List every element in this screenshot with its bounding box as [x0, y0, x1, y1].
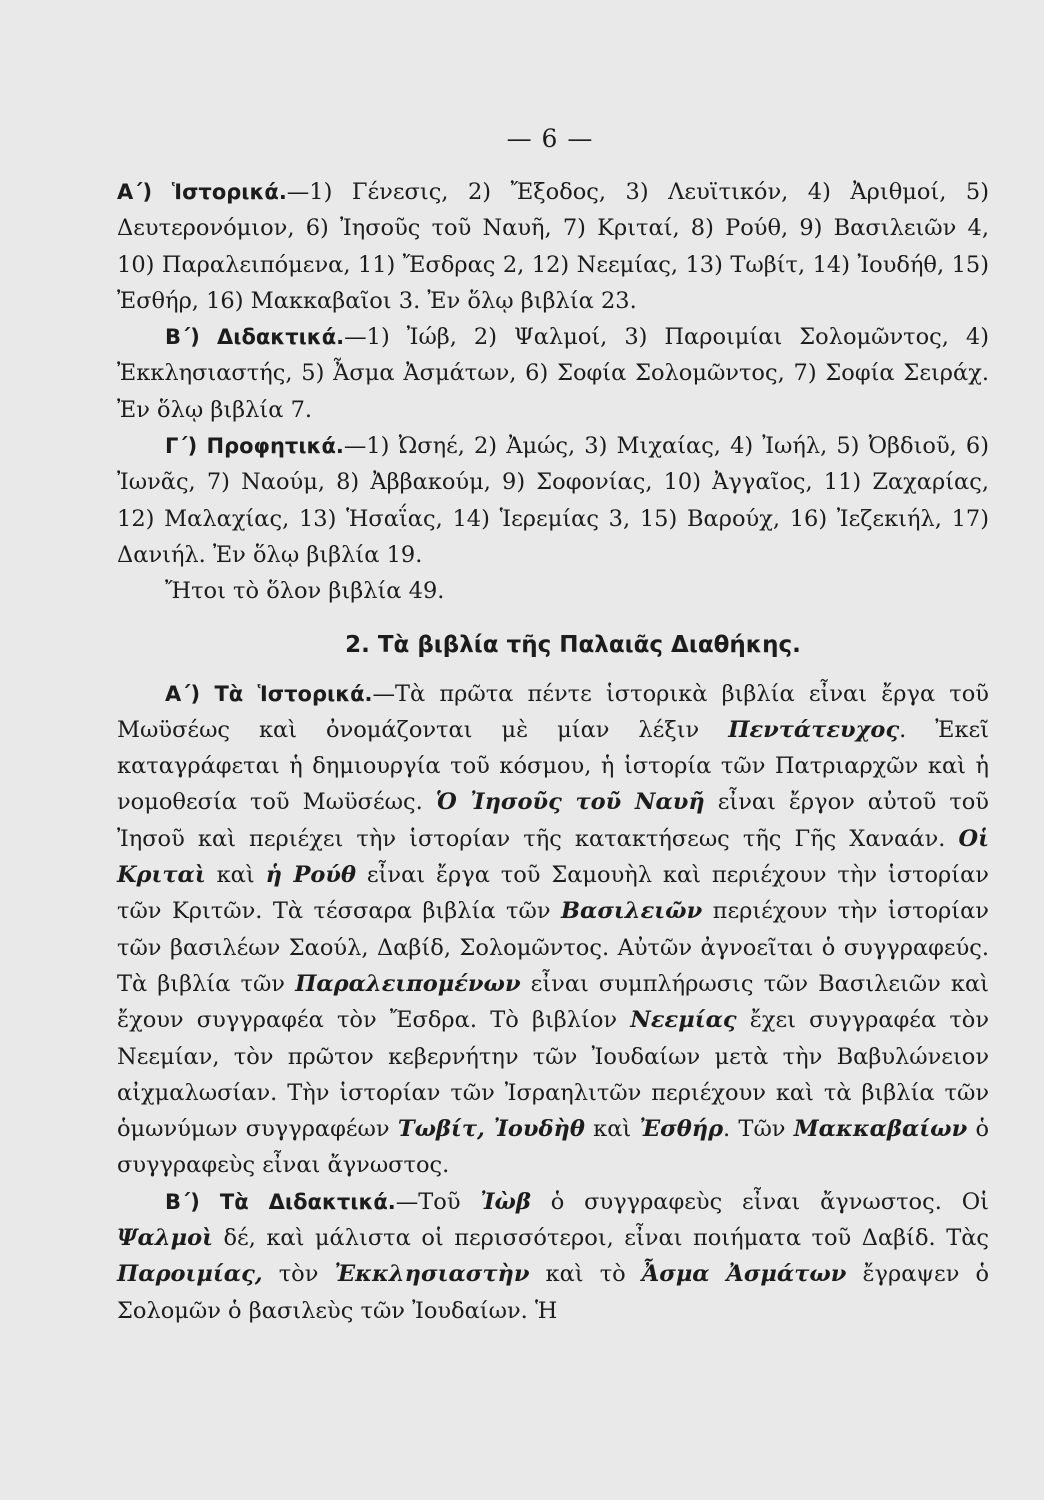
book-name: Ἐκκλησιαστὴν [334, 1261, 530, 1288]
text-run: δέ, καὶ μάλιστα οἱ περισσότεροι, εἶναι ποιήματα τοῦ Δαβίδ. Τὰς [213, 1225, 989, 1252]
list-historical-text: —1) Γένεσις, 2) Ἔξοδος, 3) Λευϊτικόν, 4) Ἀριθμοί, 5) Δευτερονόμιον, 6) Ἰησοῦς τοῦ Ναυῆ, 7) Κριταί, 8) Ρούθ, 9) Βασιλειῶν 4, 10) Παραλειπόμενα, 11) Ἔσδρας 2, 12) Νεεμίας, 13) Τωβίτ, 14) Ἰουδήθ, 15) Ἐσθήρ, 16) Μακκαβαῖοι 3. Ἐν ὅλῳ βιβλία 23. [117, 179, 989, 314]
list-historical-heading: Α΄) Ἱστορικά. [117, 180, 287, 204]
list-prophetic-heading: Γ΄) Προφητικά. [165, 434, 344, 459]
book-name: Ἐσθήρ [639, 1116, 724, 1143]
text-run: . Τῶν [723, 1116, 794, 1143]
book-name: Ὁ Ἰησοῦς τοῦ Ναυῆ [435, 789, 705, 816]
paragraph-didactic-heading: Β΄) Τὰ Διδακτικά. [165, 1189, 396, 1214]
book-name: Μακκαβαίων [793, 1116, 968, 1143]
text-run: ὁ συγγραφεὺς εἶναι ἄγνωστος. Οἱ [530, 1188, 989, 1215]
list-prophetic-text: —1) Ὠσηέ, 2) Ἀμώς, 3) Μιχαίας, 4) Ἰωήλ, 5) Ὀβδιοῦ, 6) Ἰωνᾶς, 7) Ναούμ, 8) Ἀββακούμ, 9) Σοφονίας, 10) Ἀγγαῖος, 11) Ζαχαρίας, 12) Μαλαχίας, 13) Ἡσαΐας, 14) Ἱερεμίας 3, 15) Βαρούχ, 16) Ἰεζεκιήλ, 17) Δανιήλ. Ἐν ὅλῳ βιβλία 19. [117, 433, 989, 568]
text-run: καὶ τὸ [529, 1261, 642, 1288]
chapter-title: 2. Τὰ βιβλία τῆς Παλαιᾶς Διαθήκης. [345, 631, 801, 658]
list-historical [117, 174, 989, 319]
book-name: Οἱ Κριταὶ [117, 825, 989, 889]
book-name: Νεεμίας [630, 1007, 737, 1034]
text-run: . Ἐκεῖ καταγράφεται ἡ δημιουργία τοῦ κόσμου, ἡ ἱστορία τῶν Πατριαρχῶν καὶ ἡ νομοθεσία τοῦ Μωϋσέως. [117, 716, 989, 816]
book-name: Πεντάτευχος [728, 716, 900, 743]
book-name: Ἆσμα Ἀσμάτων [641, 1261, 847, 1288]
text-run: ἔγραψεν ὁ Σολομῶν ὁ βασιλεὺς τῶν Ἰουδαίων. Ἡ [117, 1261, 989, 1324]
text-run: —Τὰ πρῶτα πέντε ἱστορικὰ βιβλία εἶναι ἔργα τοῦ Μωϋσέως καὶ ὀνομάζονται μὲ μίαν λέξιν [117, 680, 989, 743]
paragraph-historical-heading: Α΄) Τὰ Ἱστορικά. [165, 681, 373, 706]
text-run: εἶναι ἔργον αὐτοῦ τοῦ Ἰησοῦ καὶ περιέχει τὴν ἱστορίαν τῆς κατακτήσεως τῆς Γῆς Χαναάν. [117, 789, 989, 852]
text-run: καὶ [584, 1116, 640, 1143]
text-run: —Τοῦ [395, 1188, 481, 1215]
list-didactic-text: —1) Ἰώβ, 2) Ψαλμοί, 3) Παροιμίαι Σολομῶντος, 4) Ἐκκλησιαστής, 5) Ἆσμα Ἀσμάτων, 6) Σοφία Σολομῶντος, 7) Σοφία Σειράχ. Ἐν ὅλῳ βιβλία 7. [117, 324, 989, 423]
text-run: εἶναι συμπλήρωσις τῶν Βασιλειῶν καὶ ἔχουν συγγραφέα τὸν Ἔσδρα. Τὸ βιβλίον [117, 970, 990, 1034]
text-run: καὶ [205, 862, 266, 889]
book-name: Παραλειπομένων [295, 970, 521, 997]
text-run: ὁ συγγραφεὺς εἶναι ἄγνωστος. [117, 1116, 989, 1179]
list-didactic-heading: Β΄) Διδακτικά. [165, 325, 345, 350]
book-name: Τωβίτ, Ἰουδὴθ [397, 1116, 585, 1143]
list-total: Ἤτοι τὸ ὅλον βιβλία 49. [165, 578, 445, 605]
book-name: Ψαλμοὶ [117, 1225, 213, 1252]
text-run: εἶναι ἔργα τοῦ Σαμουὴλ καὶ περιέχουν τὴν ἱστορίαν τῶν Κριτῶν. Τὰ τέσσαρα βιβλία τῶν [117, 862, 989, 925]
book-name: Βασιλειῶν [561, 898, 703, 925]
book-name: Ἰὼβ [480, 1188, 531, 1215]
list-didactic [117, 319, 989, 428]
paragraph-historical [117, 676, 989, 1184]
text-run: ἔχει συγγραφέα τὸν Νεεμίαν, τὸν πρῶτον κεβερνήτην τῶν Ἰουδαίων μετὰ τὴν Βαβυλώνειον αἰχμαλωσίαν. Τὴν ἱστορίαν τῶν Ἰσραηλιτῶν περιέχουν καὶ τὰ βιβλία τῶν ὁμωνύμων συγγραφέων [117, 1007, 990, 1143]
book-name: ἡ Ρούθ [265, 862, 357, 889]
text-run: τὸν [262, 1261, 335, 1288]
book-name: Παροιμίας, [117, 1261, 263, 1288]
paragraph-didactic [117, 1184, 989, 1329]
text-run: περιέχουν τὴν ἱστορίαν τῶν βασιλέων Σαούλ, Δαβίδ, Σολομῶντος. Αὐτῶν ἀγνοεῖται ὁ συγγραφεύς. Τὰ βιβλία τῶν [117, 898, 989, 997]
page-number: — 6 — [506, 124, 594, 153]
list-prophetic [117, 428, 989, 573]
